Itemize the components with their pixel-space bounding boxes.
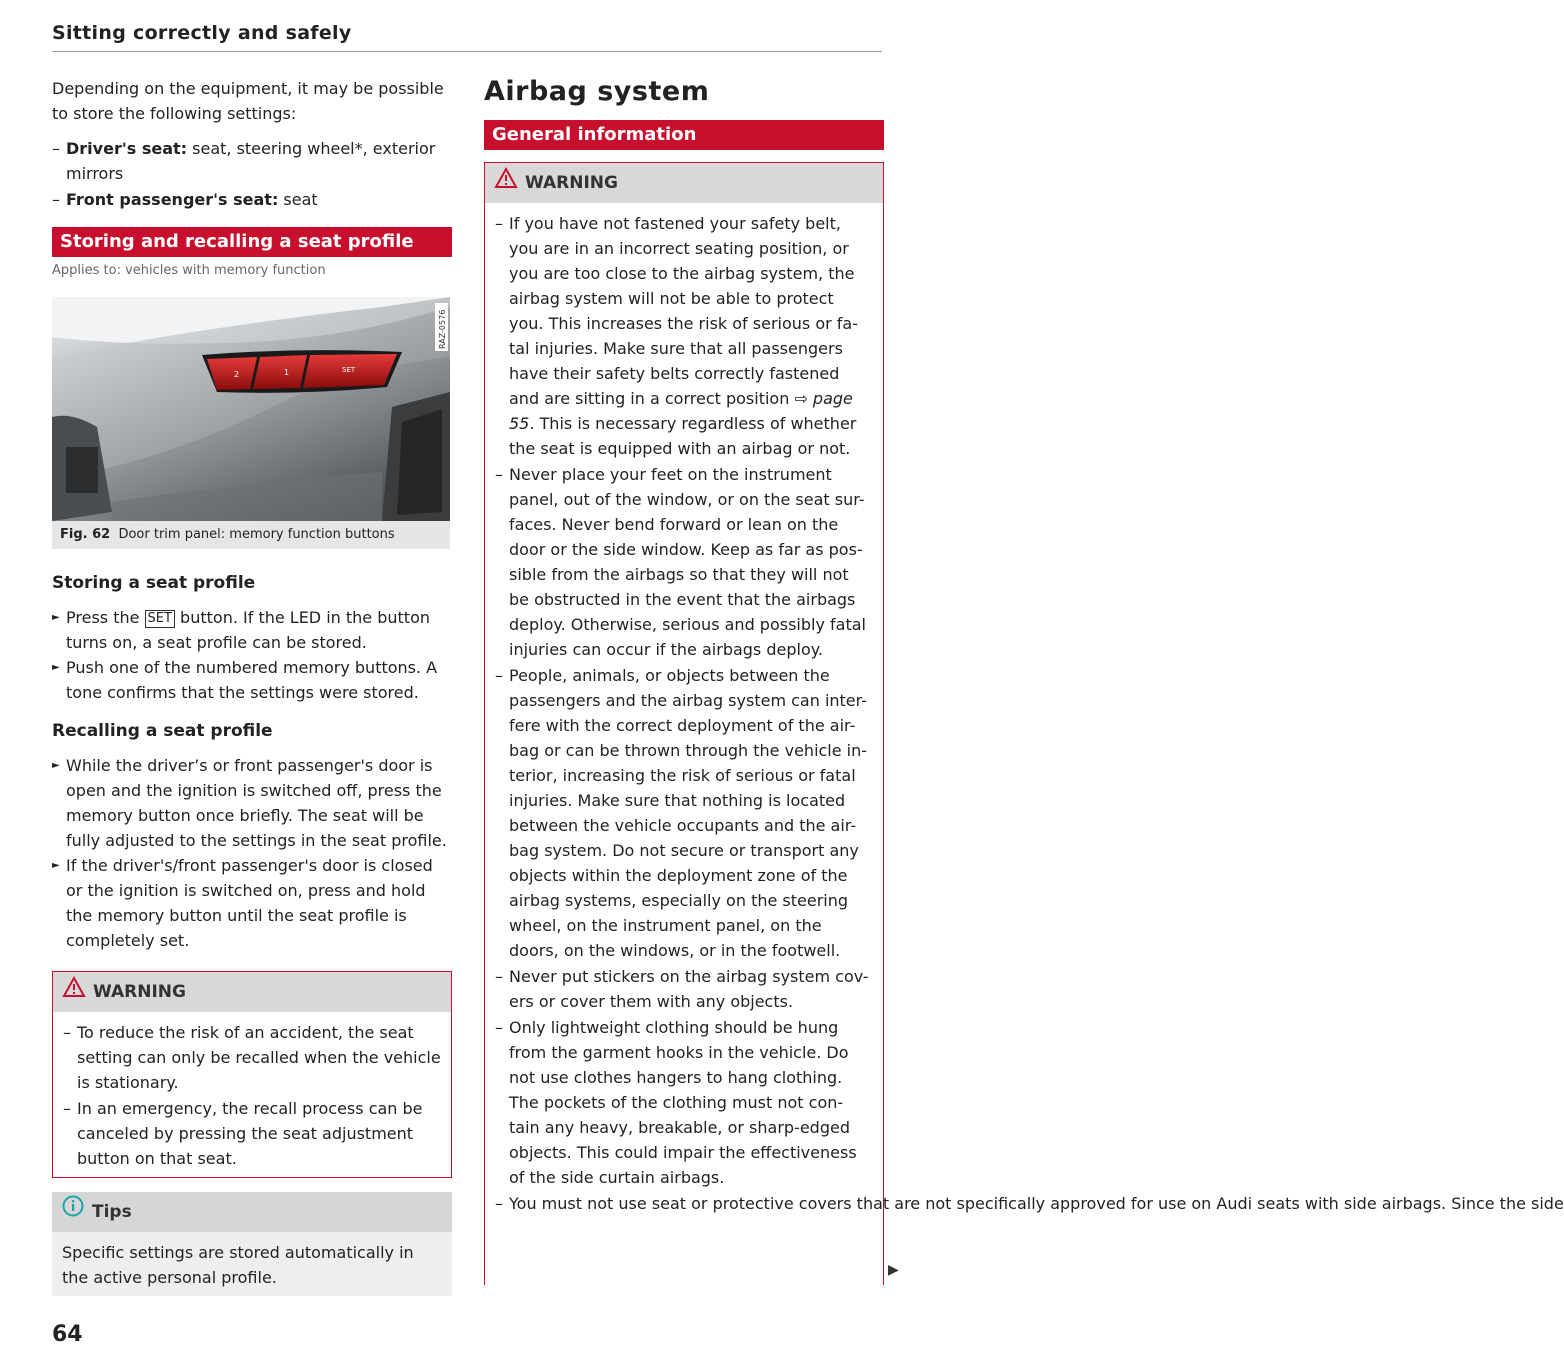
recalling-steps [52,753,452,953]
warning-title: WARNING [93,982,186,1002]
step-item [52,605,452,655]
airbag-system-title: Airbag system [484,76,710,107]
warning-header [53,972,451,1012]
list-item-label: Driver's seat: [66,139,188,158]
header-rule [52,51,882,52]
warning-item: – You must not use seat or protective covers that are not specifically approved for use on Audi seats with side airbags. Since the side [495,1191,873,1216]
warning-header [485,163,883,203]
tips-title: Tips [92,1202,132,1222]
step-text: button. If the LED in the button turns on, a seat profile can be stored. [66,608,430,652]
continue-arrow-icon: ▶ [888,1262,899,1278]
warning-body [485,203,1564,1222]
recalling-heading: Recalling a seat profile [52,721,273,741]
figure-caption-text: Door trim panel: memory function buttons [118,527,395,542]
page-header-title: Sitting correctly and safely [52,22,352,44]
warning-item: – To reduce the risk of an accident, the seat setting can only be recalled when the vehicle is stationary. [63,1020,441,1095]
applies-to-note: Applies to: vehicles with memory function [52,263,326,278]
tips-box [52,1192,452,1296]
warning-item: – People, animals, or objects between the passengers and the airbag system can inter-fere with the correct deployment of the air-bag or can be thrown through the vehicle in-terior, increasing the risk of serious or fatal injuries. Make sure that nothing is located between the vehicle occupants and the air-bag system. Do not secure or transport any objects within the deployment zone of the airbag systems, especially on the steering wheel, on the instrument panel, on the doors, on the windows, or in the footwell. [495,663,873,963]
tips-text: Specific settings are stored automatically in the active personal profile. [62,1243,414,1287]
settings-list [52,136,452,212]
warning-triangle-icon [63,972,85,1012]
section-title-seat-profile: Storing and recalling a seat profile [52,227,452,257]
warning-item: – Only lightweight clothing should be hung from the garment hooks in the vehicle. Do not use clothes hangers to hang clothing. The pockets of the clothing must not con-tain any heavy, breakable, or sharp-edged objects. This could impair the effectiveness of the side curtain airbags. [495,1015,873,1190]
list-item-text: seat [278,190,318,209]
figure-code: RAZ-0576 [438,309,447,349]
warning-item: – Never put stickers on the airbag system cov-ers or cover them with any objects. [495,964,873,1014]
info-icon [62,1192,84,1232]
general-information-title: General information [484,120,884,150]
list-item [52,136,452,186]
storing-heading: Storing a seat profile [52,573,256,593]
warning-title: WARNING [525,173,618,193]
left-column [52,76,452,1296]
warning-item: – In an emergency, the recall process can be canceled by pressing the seat adjustment button on that seat. [63,1096,441,1171]
step-item: ► If the driver's/front passenger's door is closed or the ignition is switched on, press and hold the memory button until the seat profile is completely set. [52,853,452,953]
set-button-label: SET [342,366,356,374]
warning-text: If you have not fastened your safety belt, you are in an incorrect seating position, or you are too close to the airbag system, the airbag system will not be able to protect you. This increases the risk of serious or fa-tal injuries. Make sure that all passengers have their safety belts correctly fastened and are sitting in a correct position [509,214,858,408]
step-item: ► Push one of the numbered memory buttons. A tone confirms that the settings were stored. [52,655,452,705]
page-55-link[interactable]: ⇨ page 55 [509,389,853,433]
right-column [484,76,1564,1285]
warning-triangle-icon [495,163,517,203]
set-key: SET [145,610,175,628]
intro-text: Depending on the equipment, it may be possible to store the following settings: [52,79,444,123]
list-item-label: Front passenger's seat: [66,190,279,209]
list-item [52,187,452,212]
warning-text: . This is necessary regardless of whether the seat is equipped with an airbag or not. [509,414,857,458]
warning-body [53,1012,451,1177]
storing-steps [52,605,452,705]
figure-caption-label: Fig. 62 [60,527,111,542]
door-trim-figure [52,297,450,521]
warning-item [495,211,873,461]
list-item-text: seat, steering wheel*, exterior mirrors [66,139,436,183]
warning-item: – Never place your feet on the instrument panel, out of the window, or on the seat sur-faces. Never bend forward or lean on the door or the side window. Keep as far as pos-sible from the airbags so that they will not be obstructed in the event that the airbags deploy. Otherwise, serious and possibly fatal injuries can occur if the airbags deploy. [495,462,873,662]
tips-header [52,1192,452,1232]
warning-box-airbag [484,162,1564,1285]
memory-button-1-label: 1 [284,368,290,377]
step-item: ► While the driver’s or front passenger's door is open and the ignition is switched off, press the memory button once briefly. The seat will be fully adjusted to the settings in the seat profile. [52,753,452,853]
step-text: Press the [66,608,145,627]
figure-caption [52,521,450,549]
door-trim-illustration [52,297,450,521]
memory-button-2-label: 2 [234,370,240,379]
tips-body [52,1232,452,1296]
page-number: 64 [52,1322,83,1347]
warning-box-memory [52,971,452,1178]
